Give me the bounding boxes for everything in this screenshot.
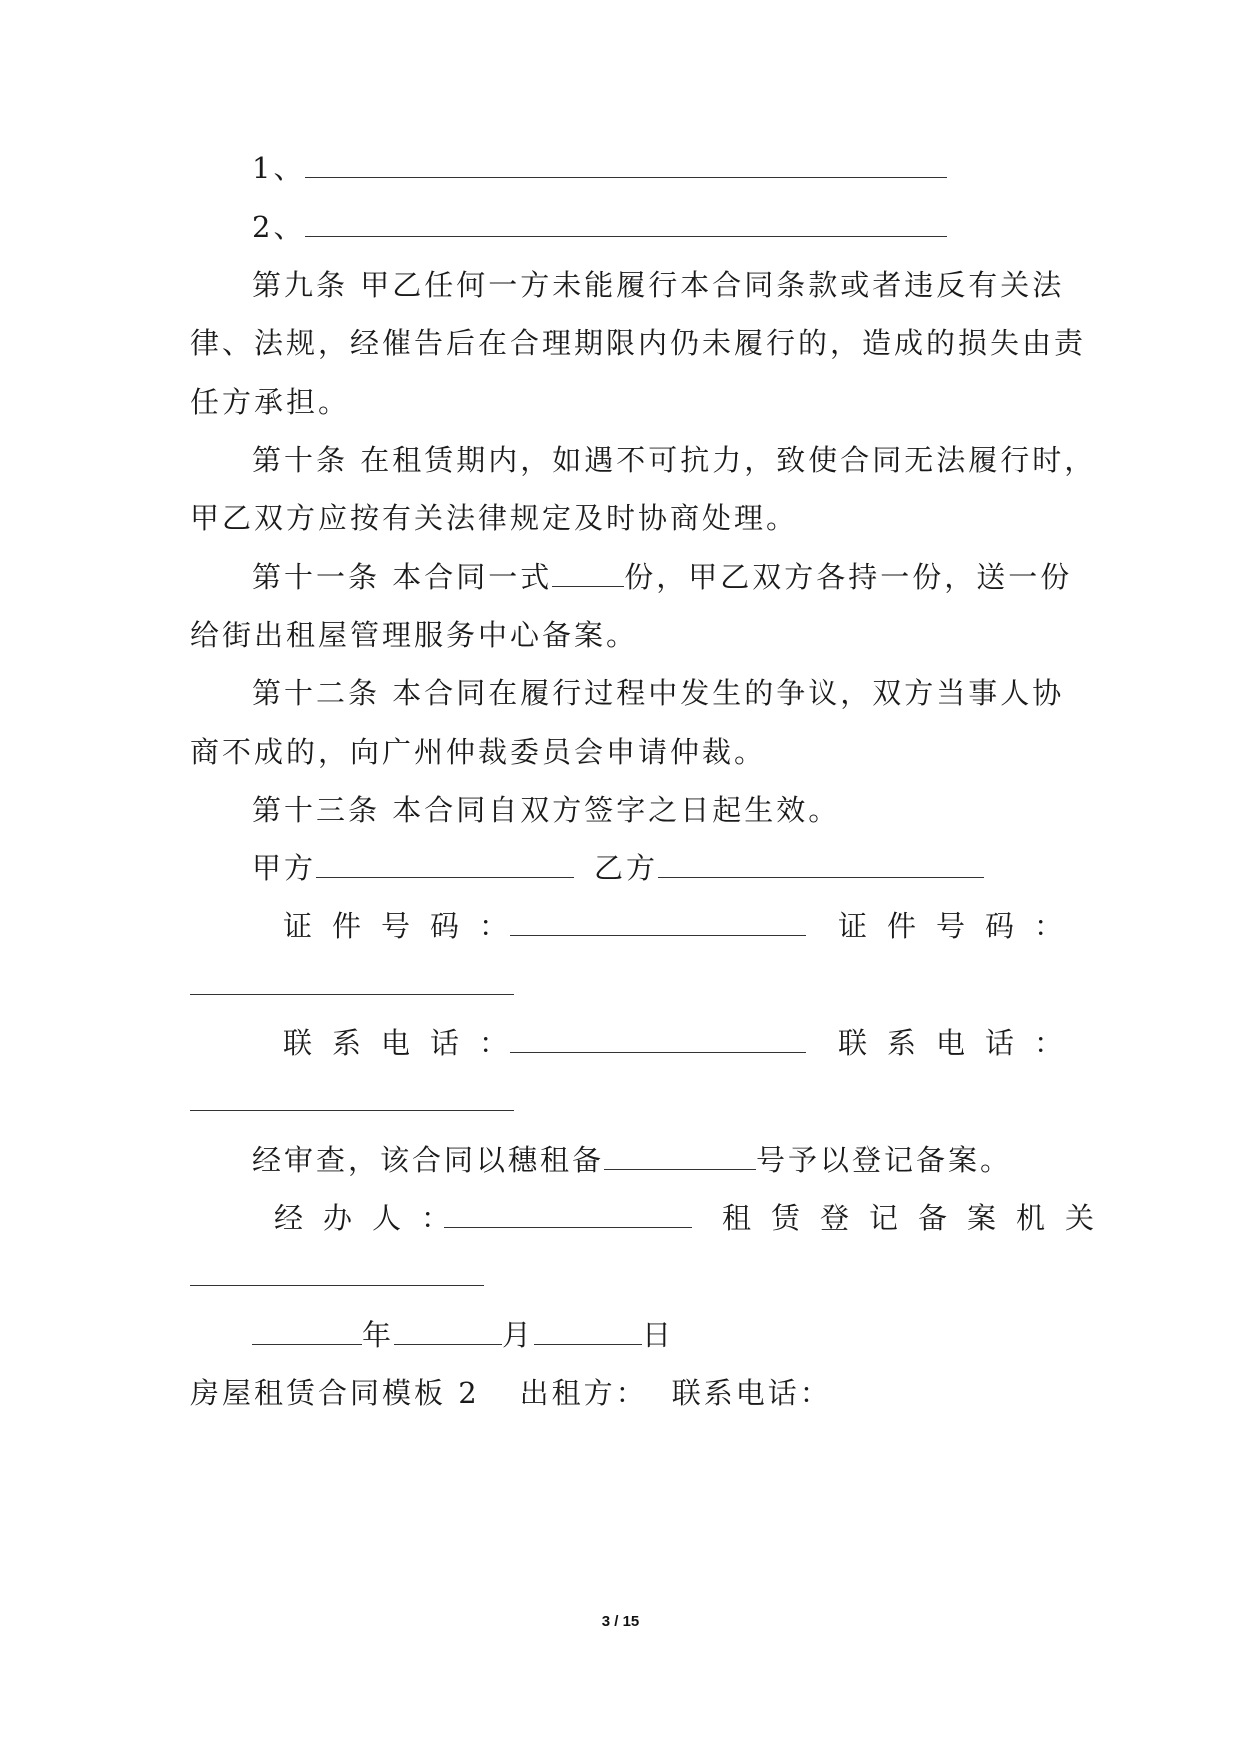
article-11-line-1 xyxy=(252,557,1072,597)
article-11-text-a: 第十一条 本合同一式 xyxy=(252,560,553,594)
handler-label: 经办人： xyxy=(274,1201,471,1235)
handler-blank-row xyxy=(444,1198,692,1238)
article-12-line-2: 商不成的，向广州仲裁委员会申请仲裁。 xyxy=(190,735,767,769)
phone-label-a: 联系电话： xyxy=(283,1026,529,1060)
id-label-b: 证件号码： xyxy=(838,909,1084,943)
year-label: 年 xyxy=(362,1318,395,1352)
id-label-a: 证件号码： xyxy=(283,909,529,943)
authority-blank xyxy=(190,1263,484,1286)
article-13: 第十三条 本合同自双方签字之日起生效。 xyxy=(252,793,841,827)
day-blank xyxy=(534,1322,642,1345)
authority-label: 租赁登记备案机关 xyxy=(722,1201,1115,1235)
party-b-label: 乙方 xyxy=(594,851,659,885)
id-blank-a xyxy=(510,913,806,936)
day-label: 日 xyxy=(642,1318,675,1352)
blank-item-1 xyxy=(252,148,947,188)
party-signature-line xyxy=(252,848,984,888)
id-blank-a-row xyxy=(510,906,806,946)
article-10-line-2: 甲乙双方应按有关法律规定及时协商处理。 xyxy=(190,501,799,535)
copies-blank xyxy=(552,564,624,587)
month-label: 月 xyxy=(502,1318,535,1352)
item-number: 1、 xyxy=(252,151,306,185)
article-11-line-2: 给街出租屋管理服务中心备案。 xyxy=(190,618,639,652)
party-a-label: 甲方 xyxy=(252,851,317,885)
article-9-line-3: 任方承担。 xyxy=(190,385,351,419)
phone-blank-a xyxy=(510,1030,806,1053)
month-blank xyxy=(394,1322,502,1345)
id-blank-b-row xyxy=(190,965,514,1005)
item-number: 2、 xyxy=(252,210,306,244)
phone-blank-b-row xyxy=(190,1081,514,1121)
page-indicator: 3 / 15 xyxy=(601,1613,640,1630)
fill-blank xyxy=(305,155,947,178)
phone-label-b: 联系电话： xyxy=(838,1026,1084,1060)
party-b-blank xyxy=(658,855,984,878)
phone-blank-a-row xyxy=(510,1023,806,1063)
date-line xyxy=(252,1315,674,1355)
article-12-line-1: 第十二条 本合同在履行过程中发生的争议，双方当事人协 xyxy=(252,676,1065,710)
id-blank-b xyxy=(190,972,514,995)
handler-blank xyxy=(444,1205,692,1228)
article-10-line-1: 第十条 在租赁期内，如遇不可抗力，致使合同无法履行时， xyxy=(252,443,1097,477)
party-a-blank xyxy=(316,855,574,878)
article-9-line-2: 律、法规，经催告后在合理期限内仍未履行的，造成的损失由责 xyxy=(190,326,1087,360)
next-section-title: 房屋租赁合同模板 2 xyxy=(190,1376,480,1410)
article-9-line-1: 第九条 甲乙任何一方未能履行本合同条款或者违反有关法 xyxy=(252,268,1065,302)
next-section-line xyxy=(190,1373,832,1413)
registration-statement xyxy=(252,1140,1012,1180)
authority-blank-row xyxy=(190,1256,484,1296)
registration-number-blank xyxy=(604,1147,756,1170)
lessor-label: 出租方： xyxy=(519,1376,648,1410)
registration-text-b: 号予以登记备案。 xyxy=(756,1143,1013,1177)
fill-blank xyxy=(305,214,947,237)
lessor-phone-label: 联系电话： xyxy=(671,1376,832,1410)
phone-blank-b xyxy=(190,1088,514,1111)
blank-item-2 xyxy=(252,207,947,247)
registration-text-a: 经审查，该合同以穗租备 xyxy=(252,1143,605,1177)
article-11-text-b: 份，甲乙双方各持一份，送一份 xyxy=(624,560,1073,594)
year-blank xyxy=(252,1322,362,1345)
